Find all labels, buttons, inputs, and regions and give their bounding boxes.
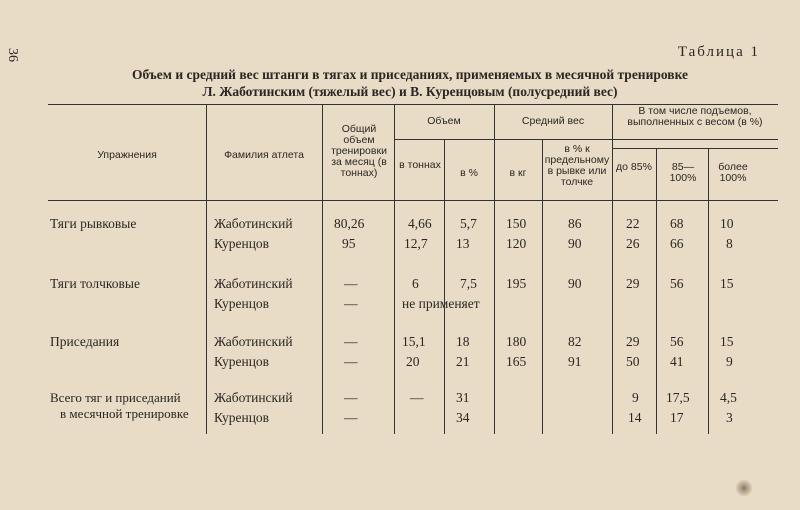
row-6-athlete: Куренцов: [214, 354, 270, 369]
row-2-vol-p: 13: [456, 236, 470, 251]
row-5-total: —: [344, 334, 358, 349]
row-2-total: 95: [342, 236, 356, 251]
row-1-total: 80,26: [334, 216, 365, 231]
header-avg-pct: в % к предельному в рывке или толчке: [544, 143, 610, 188]
row-7-total: —: [344, 390, 358, 405]
row-6-vol-t: 20: [406, 354, 420, 369]
header-volume: Объем: [427, 115, 461, 127]
row-5-athlete: Жаботинский: [214, 334, 293, 349]
row-5-gt100: 15: [720, 334, 734, 349]
header-lifts-85-100: 85—100%: [669, 161, 697, 184]
row-3-lt85: 29: [626, 276, 640, 291]
header-avg-kg: в кг: [509, 167, 527, 179]
row-6-avg-kg: 165: [506, 354, 527, 369]
header-athlete: Фамилия атлета: [224, 149, 304, 161]
col-rule-4: [444, 139, 445, 434]
row-3-vol-p: 7,5: [460, 276, 477, 291]
table-title: [60, 66, 760, 100]
subheader-rule-1: [394, 139, 778, 140]
header-lifts-gt100: более 100%: [718, 161, 748, 184]
header-lifts-group: В том числе подъемов, выполненных с весом (в %): [627, 105, 763, 128]
row-1-gt100: 10: [720, 216, 734, 231]
row-6-total: —: [344, 354, 358, 369]
data-table: [48, 104, 778, 434]
header-bottom-rule: [48, 200, 778, 201]
header-volume-tons: в тоннах: [399, 159, 441, 171]
row-2-lt85: 26: [626, 236, 640, 251]
row-3-athlete: Жаботинский: [214, 276, 293, 291]
row-2-avg-p: 90: [568, 236, 582, 251]
col-rule-9: [708, 148, 709, 434]
title-line-1: Объем и средний вес штанги в тягах и приседаниях, применяемых в месячной тренировке: [131, 67, 689, 82]
row-6-lt85: 50: [626, 354, 640, 369]
row-1-avg-p: 86: [568, 216, 582, 231]
col-rule-8: [656, 148, 657, 434]
page-number: 36: [5, 48, 20, 62]
row-2-85-100: 66: [670, 236, 684, 251]
row-7-exercise-line-2: в месячной тренировке: [60, 406, 189, 421]
header-volume-pct: в %: [460, 167, 478, 179]
row-1-vol-p: 5,7: [460, 216, 477, 231]
row-3-85-100: 56: [670, 276, 684, 291]
row-1-lt85: 22: [626, 216, 640, 231]
col-rule-5: [494, 104, 495, 434]
row-1-vol-t: 4,66: [408, 216, 432, 231]
subheader-rule-2: [612, 148, 778, 149]
row-7-gt100: 4,5: [720, 390, 737, 405]
row-1-avg-kg: 150: [506, 216, 527, 231]
title-line-2: Л. Жаботинским (тяжелый вес) и В. Куренцовым (полусредний вес): [202, 84, 618, 99]
row-5-85-100: 56: [670, 334, 684, 349]
row-4-athlete: Куренцов: [214, 296, 270, 311]
row-8-total: —: [344, 410, 358, 425]
row-4-total: —: [344, 296, 358, 311]
row-3-total: —: [344, 276, 358, 291]
paper-stain: [736, 478, 752, 498]
row-6-gt100: 9: [726, 354, 733, 369]
col-rule-7: [612, 104, 613, 434]
row-6-85-100: 41: [670, 354, 684, 369]
row-8-gt100: 3: [726, 410, 733, 425]
row-5-vol-p: 18: [456, 334, 470, 349]
col-rule-2: [322, 104, 323, 434]
row-5-vol-t: 15,1: [402, 334, 426, 349]
row-6-vol-p: 21: [456, 354, 470, 369]
row-1-85-100: 68: [670, 216, 684, 231]
header-lifts-lt85: до 85%: [616, 161, 652, 173]
row-5-avg-p: 82: [568, 334, 582, 349]
row-3-vol-t: 6: [412, 276, 419, 291]
row-7-vol-t: —: [410, 390, 424, 405]
row-7-exercise-line-1: Всего тяг и приседаний: [50, 390, 181, 405]
row-8-85-100: 17: [670, 410, 684, 425]
row-5-lt85: 29: [626, 334, 640, 349]
row-2-athlete: Куренцов: [214, 236, 270, 251]
row-7-athlete: Жаботинский: [214, 390, 293, 405]
row-3-exercise: Тяги толчковые: [50, 276, 140, 291]
row-3-avg-p: 90: [568, 276, 582, 291]
row-5-avg-kg: 180: [506, 334, 527, 349]
row-5-exercise: Приседания: [50, 334, 120, 349]
row-8-athlete: Куренцов: [214, 410, 270, 425]
row-1-athlete: Жаботинский: [214, 216, 293, 231]
row-7-85-100: 17,5: [666, 390, 690, 405]
row-7-vol-p: 31: [456, 390, 470, 405]
row-8-vol-p: 34: [456, 410, 470, 425]
header-avg-weight: Средний вес: [521, 115, 585, 127]
row-8-lt85: 14: [628, 410, 642, 425]
row-4-note: не применяет: [402, 296, 480, 311]
row-3-gt100: 15: [720, 276, 734, 291]
row-6-avg-p: 91: [568, 354, 582, 369]
row-7-lt85: 9: [632, 390, 639, 405]
col-rule-6: [542, 139, 543, 434]
col-rule-3: [394, 104, 395, 434]
row-2-avg-kg: 120: [506, 236, 527, 251]
header-exercise: Упражнения: [97, 149, 157, 161]
header-total-volume: Общий объем тренировки за месяц (в тоннах): [331, 123, 387, 179]
row-3-avg-kg: 195: [506, 276, 527, 291]
row-2-gt100: 8: [726, 236, 733, 251]
row-1-exercise: Тяги рывковые: [50, 216, 137, 231]
row-2-vol-t: 12,7: [404, 236, 428, 251]
table-label: Таблица 1: [677, 44, 760, 60]
